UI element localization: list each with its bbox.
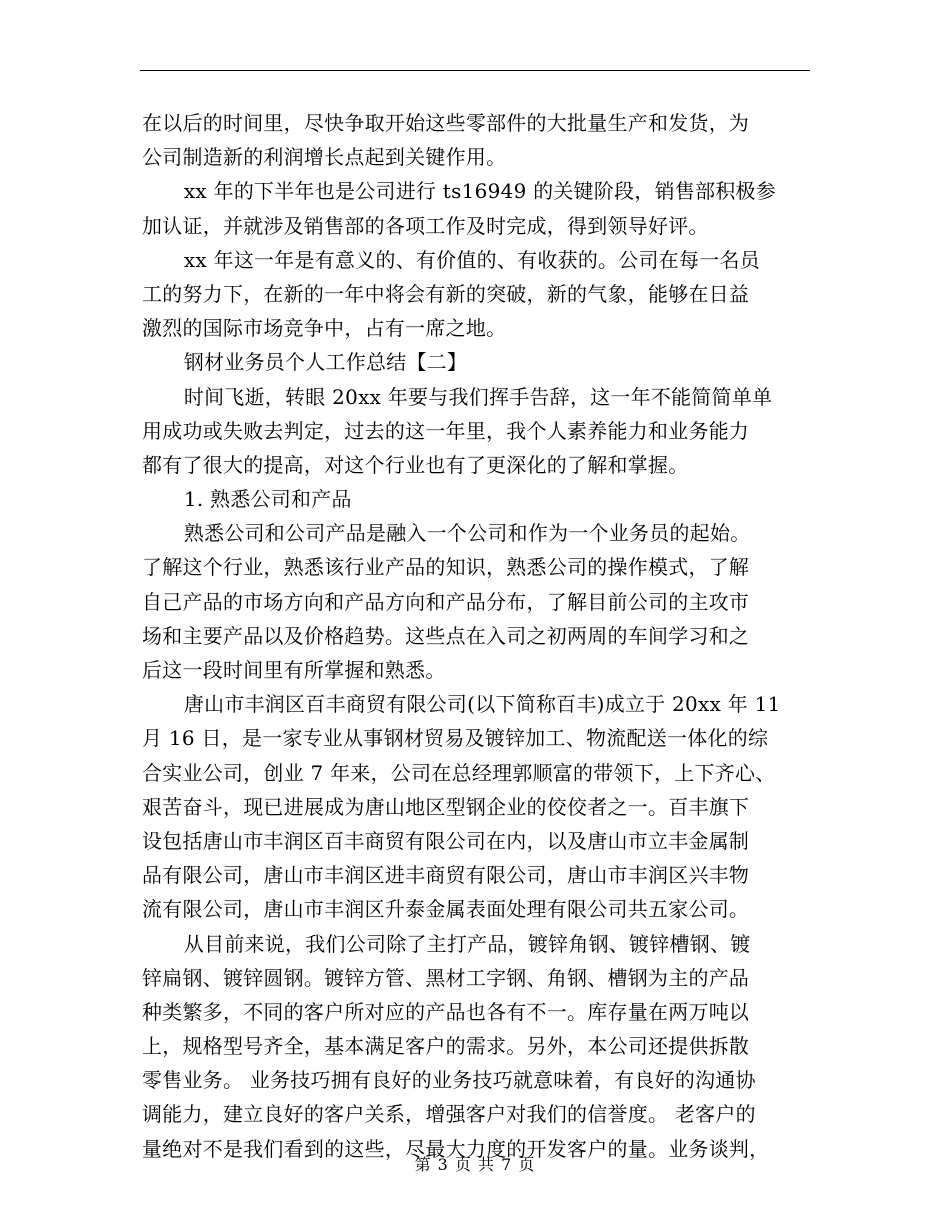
text-line: 调能力，建立良好的客户关系，增强客户对我们的信誉度。 老客户的 bbox=[142, 1102, 756, 1127]
header-rule bbox=[140, 70, 810, 71]
text-line: 用成功或失败去判定，过去的这一年里，我个人素养能力和业务能力 bbox=[142, 418, 750, 443]
text-line: 熟悉公司和公司产品是融入一个公司和作为一个业务员的起始。 bbox=[183, 521, 751, 546]
text-line: xx 年这一年是有意义的、有价值的、有收获的。公司在每一名员 bbox=[183, 247, 760, 272]
page-footer: 第 3 页 共 7 页 bbox=[414, 1155, 536, 1174]
text-line: 从目前来说，我们公司除了主打产品，镀锌角钢、镀锌槽钢、镀 bbox=[183, 931, 751, 956]
text-line: 品有限公司，唐山市丰润区进丰商贸有限公司，唐山市丰润区兴丰物 bbox=[142, 863, 750, 888]
text-line: 都有了很大的提高，对这个行业也有了更深化的了解和掌握。 bbox=[142, 452, 689, 477]
text-line: 加认证，并就涉及销售部的各项工作及时完成，得到领导好评。 bbox=[142, 213, 709, 238]
text-line: 1. 熟悉公司和产品 bbox=[183, 487, 352, 512]
text-line: 钢材业务员个人工作总结【二】 bbox=[183, 350, 468, 375]
text-line: 量绝对不是我们看到的这些，尽最大力度的开发客户的量。业务谈判， bbox=[142, 1136, 770, 1161]
text-line: 合实业公司，创业 7 年来，公司在总经理郭顺富的带领下，上下齐心、 bbox=[142, 760, 776, 785]
text-line: 工的努力下，在新的一年中将会有新的突破，新的气象，能够在日益 bbox=[142, 281, 750, 306]
text-line: 唐山市丰润区百丰商贸有限公司(以下简称百丰)成立于 20xx 年 11 bbox=[183, 692, 781, 717]
text-line: 公司制造新的利润增长点起到关键作用。 bbox=[142, 145, 507, 170]
text-line: 月 16 日，是一家专业从事钢材贸易及镀锌加工、物流配送一体化的综 bbox=[142, 726, 769, 751]
text-line: 自己产品的市场方向和产品方向和产品分布，了解目前公司的主攻市 bbox=[142, 589, 750, 614]
text-line: 了解这个行业，熟悉该行业产品的知识，熟悉公司的操作模式，了解 bbox=[142, 555, 750, 580]
text-line: 艰苦奋斗，现已进展成为唐山地区型钢企业的佼佼者之一。百丰旗下 bbox=[142, 794, 750, 819]
text-line: 流有限公司，唐山市丰润区升泰金属表面处理有限公司共五家公司。 bbox=[142, 897, 750, 922]
text-line: 上，规格型号齐全，基本满足客户的需求。另外，本公司还提供拆散 bbox=[142, 1034, 750, 1059]
text-line: xx 年的下半年也是公司进行 ts16949 的关键阶段，销售部积极参 bbox=[183, 179, 777, 204]
text-line: 场和主要产品以及价格趋势。这些点在入司之初两周的车间学习和之 bbox=[142, 623, 750, 648]
text-line: 零售业务。 业务技巧拥有良好的业务技巧就意味着，有良好的沟通协 bbox=[142, 1068, 756, 1093]
text-line: 锌扁钢、镀锌圆钢。镀锌方管、黑材工字钢、角钢、槽钢为主的产品 bbox=[142, 965, 750, 990]
document-body bbox=[142, 106, 812, 1166]
text-line: 在以后的时间里，尽快争取开始这些零部件的大批量生产和发货，为 bbox=[142, 111, 750, 135]
text-line: 时间飞逝，转眼 20xx 年要与我们挥手告辞，这一年不能简简单单 bbox=[183, 384, 773, 409]
text-line: 激烈的国际市场竞争中，占有一席之地。 bbox=[142, 316, 507, 341]
text-line: 种类繁多，不同的客户所对应的产品也各有不一。库存量在两万吨以 bbox=[142, 999, 750, 1024]
text-line: 设包括唐山市丰润区百丰商贸有限公司在内，以及唐山市立丰金属制 bbox=[142, 828, 750, 853]
text-line: 后这一段时间里有所掌握和熟悉。 bbox=[142, 658, 446, 682]
